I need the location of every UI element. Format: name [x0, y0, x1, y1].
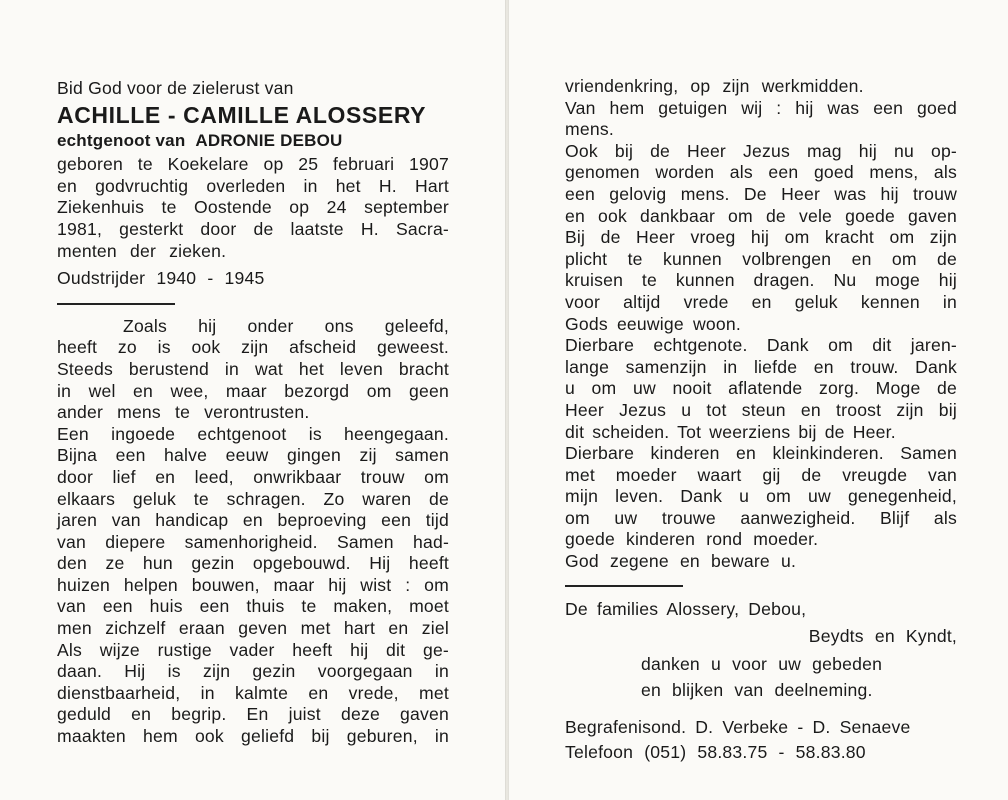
body-line: maakten hem ook geliefd bij geburen, in [57, 726, 449, 747]
bio-line: 1981, gesterkt door de laatste H. Sacra- [57, 218, 449, 239]
divider [57, 303, 175, 305]
body-line: van diepere samenhorigheid. Samen had- [57, 531, 449, 552]
body-line: Dierbare echtgenote. Dank om dit jaren- [565, 335, 957, 356]
body-line: goede kinderen rond moeder. [565, 529, 819, 550]
body-line: vriendenkring, op zijn werkmidden. [565, 76, 864, 96]
body-line: dienstbaarheid, in kalmte en vrede, met [57, 682, 449, 703]
body-line: Gods eeuwige woon. [565, 313, 741, 334]
spouse-prefix: echtgenoot van [57, 130, 186, 150]
body-line: ander mens te verontrusten. [57, 402, 310, 423]
body-line: een gelovig mens. De Heer was hij trouw [565, 183, 957, 204]
body-line: plicht te kunnen volbrengen en om de [565, 248, 957, 269]
body-line: Bij de Heer vroeg hij om kracht om zijn [565, 227, 957, 248]
spouse-line [57, 130, 449, 152]
bio-line: menten der zieken. [57, 240, 227, 261]
body-line: den ze hun gezin opgebouwd. Hij heeft [57, 553, 449, 574]
phone-line: Telefoon (051) 58.83.75 - 58.83.80 [565, 741, 866, 762]
deceased-name: ACHILLE - CAMILLE ALOSSERY [57, 101, 427, 128]
body-line: Heer Jezus u tot steun en troost zijn bij [565, 399, 957, 420]
body-line: daan. Hij is zijn gezin voorgegaan in [57, 661, 449, 682]
body-line: en ook dankbaar om de vele goede gaven [565, 205, 957, 226]
body-line: God zegene en beware u. [565, 551, 797, 572]
families-line: De families Alossery, Debou, [565, 598, 807, 619]
body-line: om uw trouwe aanwezigheid. Blijf als [565, 507, 957, 528]
body-line: heeft zo is ook zijn afscheid geweest. [57, 337, 449, 358]
families-line: Beydts en Kyndt, [808, 625, 957, 646]
veteran-line: Oudstrijder 1940 - 1945 [57, 268, 265, 289]
body-line: men zichzelf eraan geven met hart en ziel [57, 618, 449, 639]
bio-line: geboren te Koekelare op 25 februari 1907 [57, 154, 449, 175]
undertaker-line: Begrafenisond. D. Verbeke - D. Senaeve [565, 716, 911, 737]
bio-line: en godvruchtig overleden in het H. Hart [57, 175, 449, 196]
body-line: met moeder waart gij de vreugde van [565, 464, 957, 485]
body-line: Als wijze rustige vader heeft hij dit ge- [57, 639, 449, 660]
body-line: genomen worden als een goed mens, als [565, 162, 957, 183]
right-page [508, 0, 1008, 800]
left-column [57, 78, 449, 748]
body-line: Van hem getuigen wij : hij was een goed [565, 97, 957, 118]
bio-line: Ziekenhuis te Oostende op 24 september [57, 197, 449, 218]
body-line: Een ingoede echtgenoot is heengegaan. [57, 423, 449, 444]
body-line: kruisen te kunnen dragen. Nu moge hij [565, 270, 957, 291]
body-line: voor altijd vrede en geluk kennen in [565, 291, 957, 312]
right-column [565, 76, 957, 765]
body-line: door lief en leed, onwrikbaar trouw om [57, 466, 449, 487]
body-line: dit scheiden. Tot weerziens bij de Heer. [565, 421, 896, 442]
body-line: Bijna een halve eeuw gingen zij samen [57, 445, 449, 466]
body-line: geduld en begrip. En juist deze gaven [57, 704, 449, 725]
body-line: huizen helpen bouwen, maar hij wist : om [57, 574, 449, 595]
body-line: Ook bij de Heer Jezus mag hij nu op- [565, 140, 957, 161]
body-line: Steeds berustend in wat het leven bracht [57, 358, 449, 379]
spouse-name: ADRONIE DEBOU [195, 130, 343, 150]
intro-line: Bid God voor de zielerust van [57, 78, 294, 98]
body-line: mijn leven. Dank u om uw genegenheid, [565, 486, 957, 507]
body-line: jaren van handicap en beproeving een tijd [57, 510, 449, 531]
body-line: in wel en wee, maar bezorgd om geen [57, 380, 449, 401]
divider [565, 585, 683, 587]
body-line: lange samenzijn in liefde en trouw. Dank [565, 356, 957, 377]
thanks-line: danken u voor uw gebeden [641, 653, 883, 674]
body-line: van een huis een thuis te maken, moet [57, 596, 449, 617]
body-line: Dierbare kinderen en kleinkinderen. Samen [565, 443, 957, 464]
body-line: Zoals hij onder ons geleefd, [123, 315, 449, 336]
body-line: elkaars geluk te schragen. Zo waren de [57, 488, 449, 509]
thanks-line: en blijken van deelneming. [641, 679, 873, 700]
body-line: mens. [565, 119, 614, 140]
body-line: u om uw nooit aflatende zorg. Moge de [565, 378, 957, 399]
